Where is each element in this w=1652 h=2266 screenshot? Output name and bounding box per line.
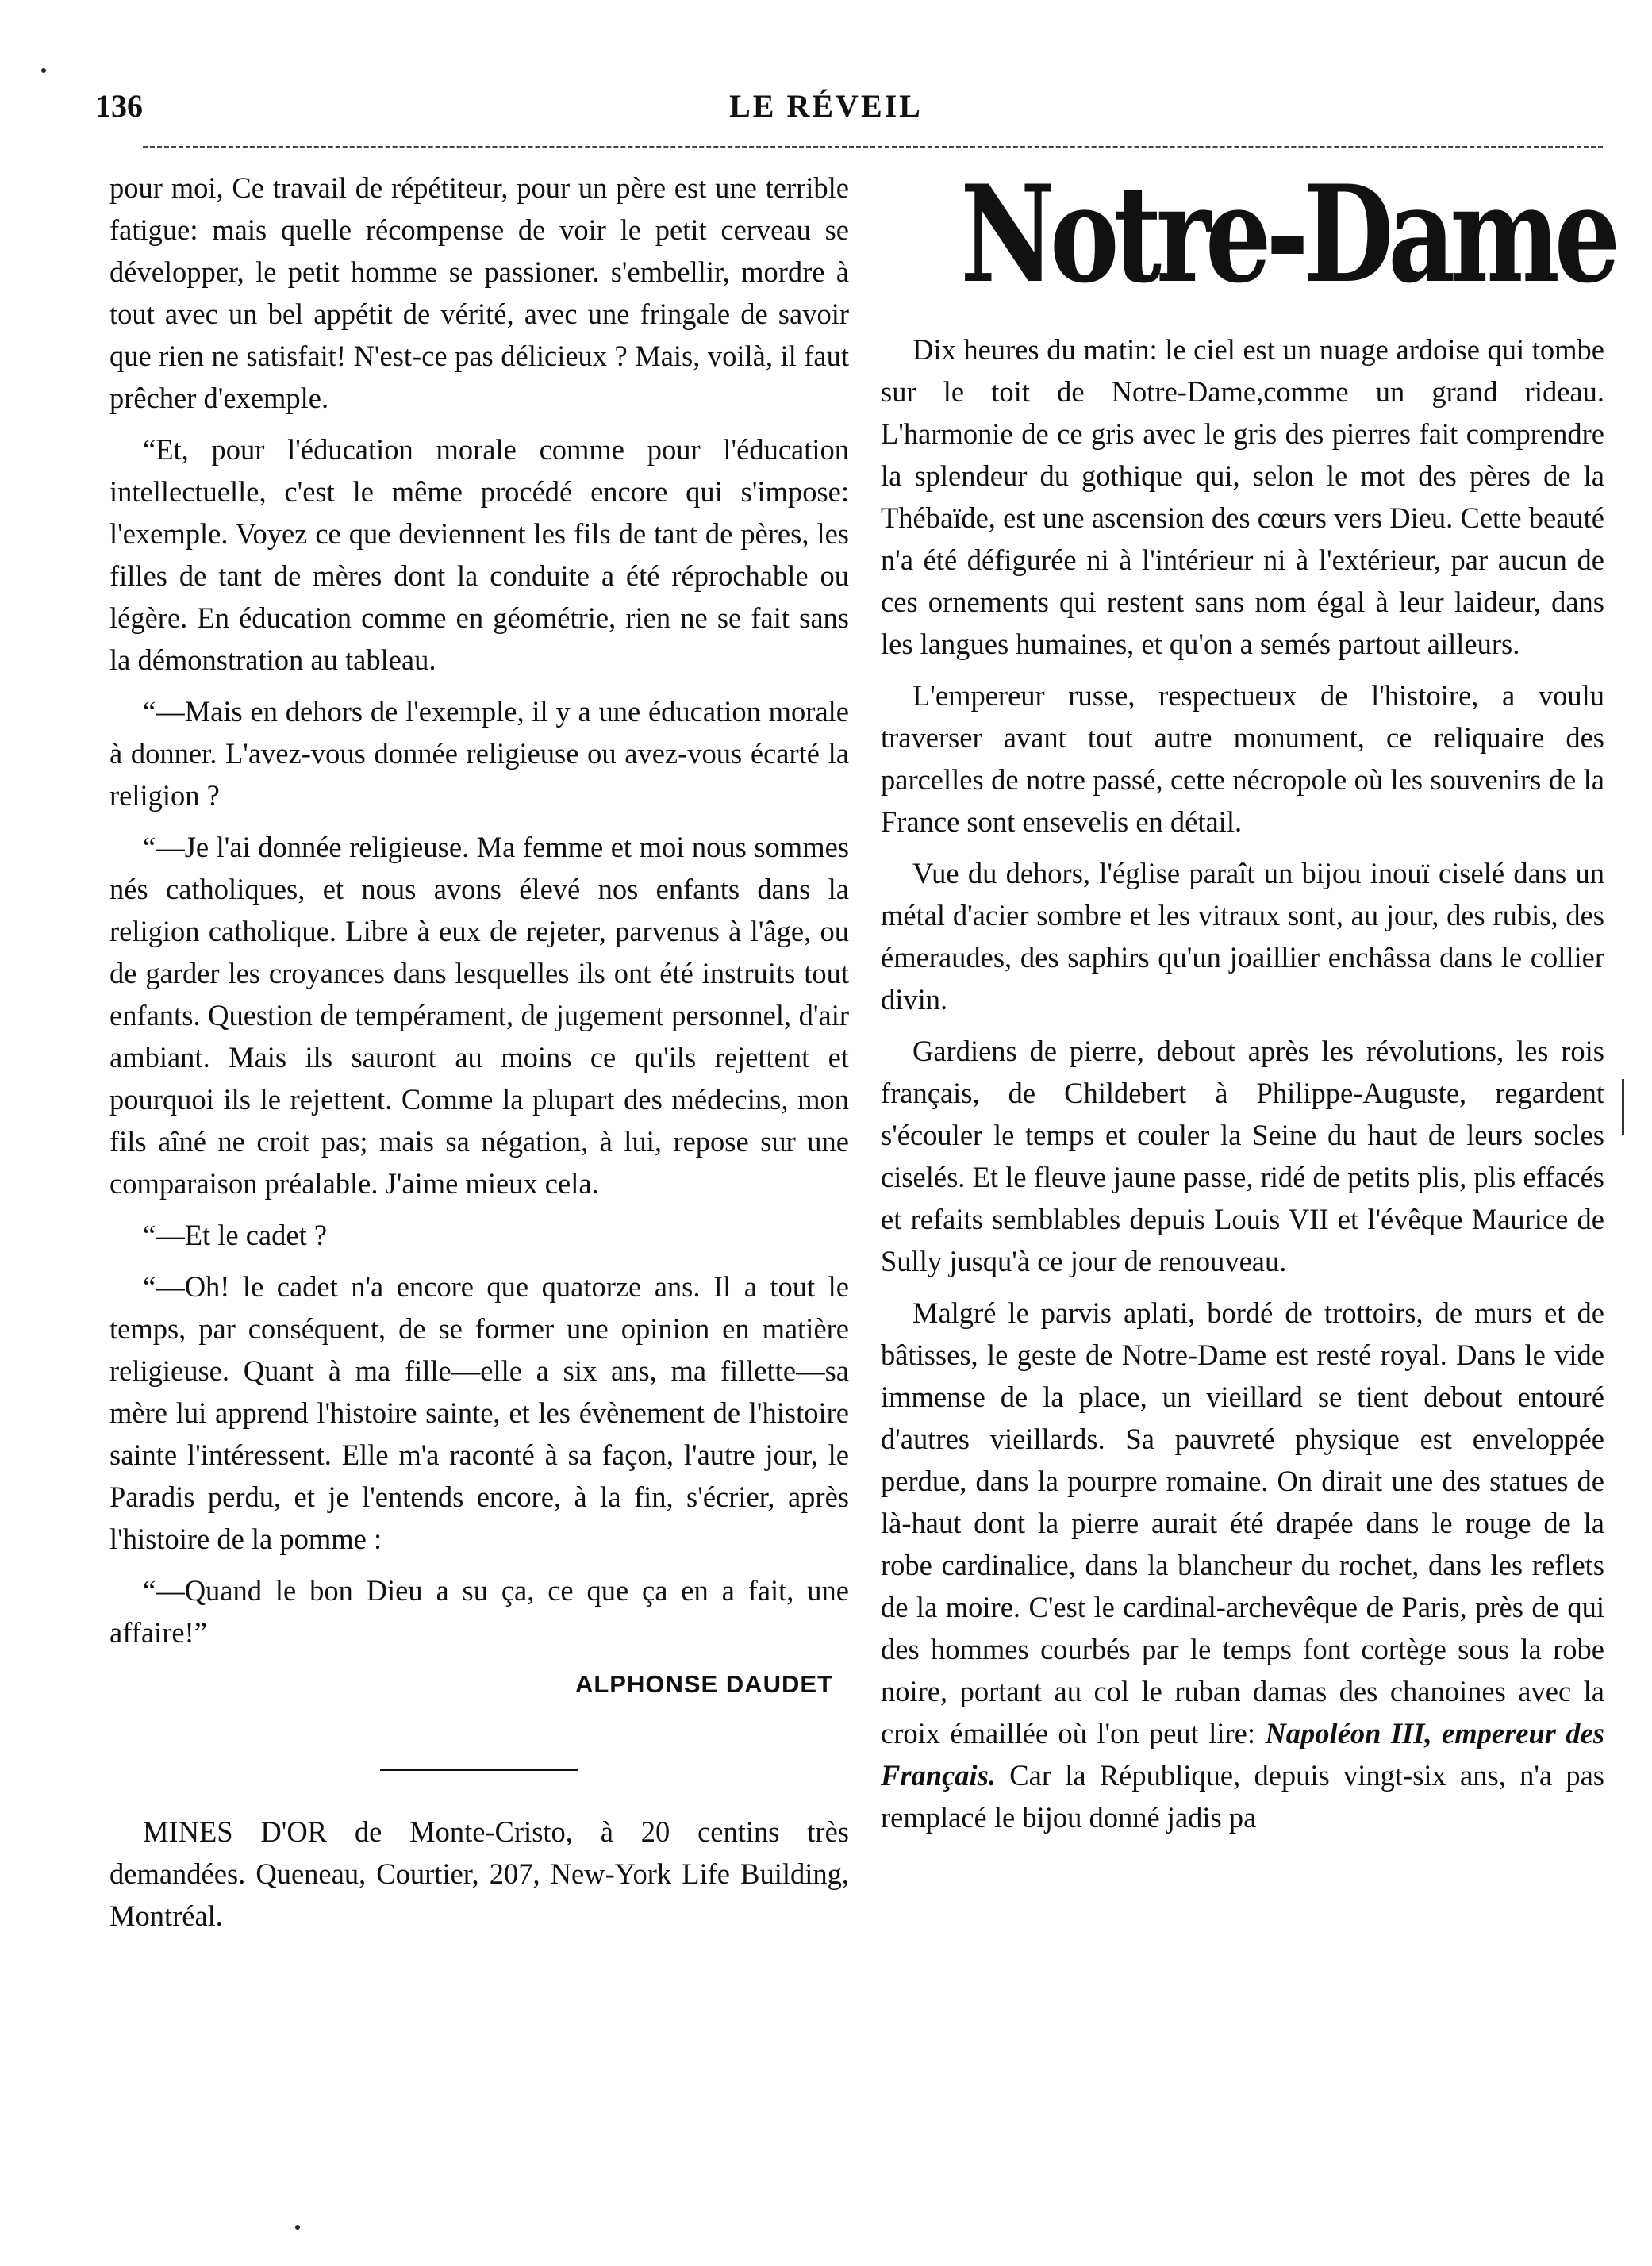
right-paragraph: Gardiens de pierre, debout après les révolutions, les rois français, de Childebert à Philippe-Auguste, regardent s'écouler le temps et couler la Seine du haut de leurs socles ciselés. Et le fleuve jaune passe, ridé de petits plis, plis effacés et refaits semblables depuis Louis VII et l'évêque Maurice de Sully jusqu'à ce jour de renouveau.	[881, 1035, 1604, 1277]
section-divider	[380, 1769, 578, 1771]
print-speck	[41, 68, 46, 73]
margin-mark	[1622, 1079, 1624, 1135]
last-paragraph-start: Malgré le parvis aplati, bordé de trottoirs, de murs et de bâtisses, le geste de Notre-Dame est resté royal. Dans le vide immense de la place, un vieillard se tient debout entouré d'autres vieillards. Sa pauvreté physique est enveloppée perdue, dans la pourpre romaine. On dirait une des statues de là-haut dont la pierre aurait été drapée dans le rouge de la robe cardinalice, dans la blancheur du rochet, dans les reflets de la moire. C'est le cardinal-archevêque de Paris, près de qui des hommes courbés par le temps font cortège sous la robe noire, portant au col le ruban damas des chanoines avec la croix émaillée où l'on peut lire:	[881, 1296, 1604, 1749]
left-paragraph: pour moi, Ce travail de répétiteur, pour un père est une terrible fatigue: mais quelle récompense de voir le petit cerveau se développer, le petit homme se passioner. s'embellir, mordre à tout avec un bel appétit de vérité, avec une fringale de savoir que rien ne satisfait! N'est-ce pas délicieux ? Mais, voilà, il faut prêcher d'exemple.	[109, 171, 849, 414]
left-paragraph: “Et, pour l'éducation morale comme pour l'éducation intellectuelle, c'est le même procédé encore qui s'impose: l'exemple. Voyez ce que deviennent les fils de tant de pères, les filles de tant de mères dont la conduite a été réprochable ou légère. En éducation comme en géométrie, rien ne se fait sans la démonstration au tableau.	[109, 433, 849, 676]
left-paragraph: “—Je l'ai donnée religieuse. Ma femme et moi nous sommes nés catholiques, et nous avons élevé nos enfants dans la religion catholique. Libre à eux de rejeter, parvenus à l'âge, ou de garder les croyances dans lesquelles ils ont été instruits tout enfants. Question de tempérament, de jugement personnel, d'air ambiant. Mais ils sauront au moins ce qu'ils rejettent et pourquoi ils le rejettent. Comme la plupart des médecins, mon fils aîné ne croit pas; mais sa négation, à lui, repose sur une comparaison préalable. J'aime mieux cela.	[109, 831, 849, 1200]
last-paragraph-end: Car la République, depuis vingt-six ans, n'a pas remplacé le bijou donné jadis pa	[881, 1759, 1605, 1834]
right-paragraph: Vue du dehors, l'église paraît un bijou inouï ciselé dans un métal d'acier sombre et les vitraux sont, au jour, des rubis, des émeraudes, des saphirs qu'un joaillier enchâssa dans le collier divin.	[881, 857, 1604, 1016]
page-number: 136	[95, 88, 143, 124]
header-rule	[143, 146, 1603, 148]
italic-inscription: Napoléon III, empereur des Français.	[881, 1717, 1605, 1792]
advertisement: MINES D'OR de Monte-Cristo, à 20 centins très demandées. Queneau, Courtier, 207, New-York Life Building, Montréal.	[109, 1815, 849, 1932]
left-paragraph: “—Mais en dehors de l'exemple, il y a une éducation morale à donner. L'avez-vous donnée religieuse ou avez-vous écarté la religion ?	[109, 695, 849, 812]
running-title: LE RÉVEIL	[729, 88, 923, 124]
right-column	[881, 156, 1616, 1848]
print-speck	[295, 2225, 300, 2230]
article-title: Notre-Dame	[960, 156, 1616, 313]
right-paragraph-last	[881, 1292, 1604, 1838]
author-signature: ALPHONSE DAUDET	[574, 1670, 833, 1698]
left-paragraph: “—Et le cadet ?	[143, 1219, 328, 1251]
right-paragraph: L'empereur russe, respectueux de l'histoire, a voulu traverser avant tout autre monument, ce reliquaire des parcelles de notre passé, cette nécropole où les souvenirs de la France sont ensevelis en détail.	[881, 679, 1604, 838]
right-paragraph: Dix heures du matin: le ciel est un nuage ardoise qui tombe sur le toit de Notre-Dame,comme un grand rideau. L'harmonie de ce gris avec le gris des pierres fait comprendre la splendeur du gothique qui, selon le mot des pères de la Thébaïde, est une ascension des cœurs vers Dieu. Cette beauté n'a été défigurée ni à l'intérieur ni à l'extérieur, par aucun de ces ornements qui restent sans nom égal à leur laideur, dans les langues humaines, et qu'on a semés partout ailleurs.	[881, 333, 1604, 660]
left-column	[109, 167, 849, 1946]
left-paragraph: “—Oh! le cadet n'a encore que quatorze ans. Il a tout le temps, par conséquent, de se former une opinion en matière religieuse. Quant à ma fille—elle a six ans, ma fillette—sa mère lui apprend l'histoire sainte, et les évènement de l'histoire sainte l'intéressent. Elle m'a raconté à sa façon, l'autre jour, le Paradis perdu, et je l'entends encore, à la fin, s'écrier, après l'histoire de la pomme :	[109, 1270, 849, 1555]
left-paragraph: “—Quand le bon Dieu a su ça, ce que ça en a fait, une affaire!”	[109, 1574, 849, 1649]
